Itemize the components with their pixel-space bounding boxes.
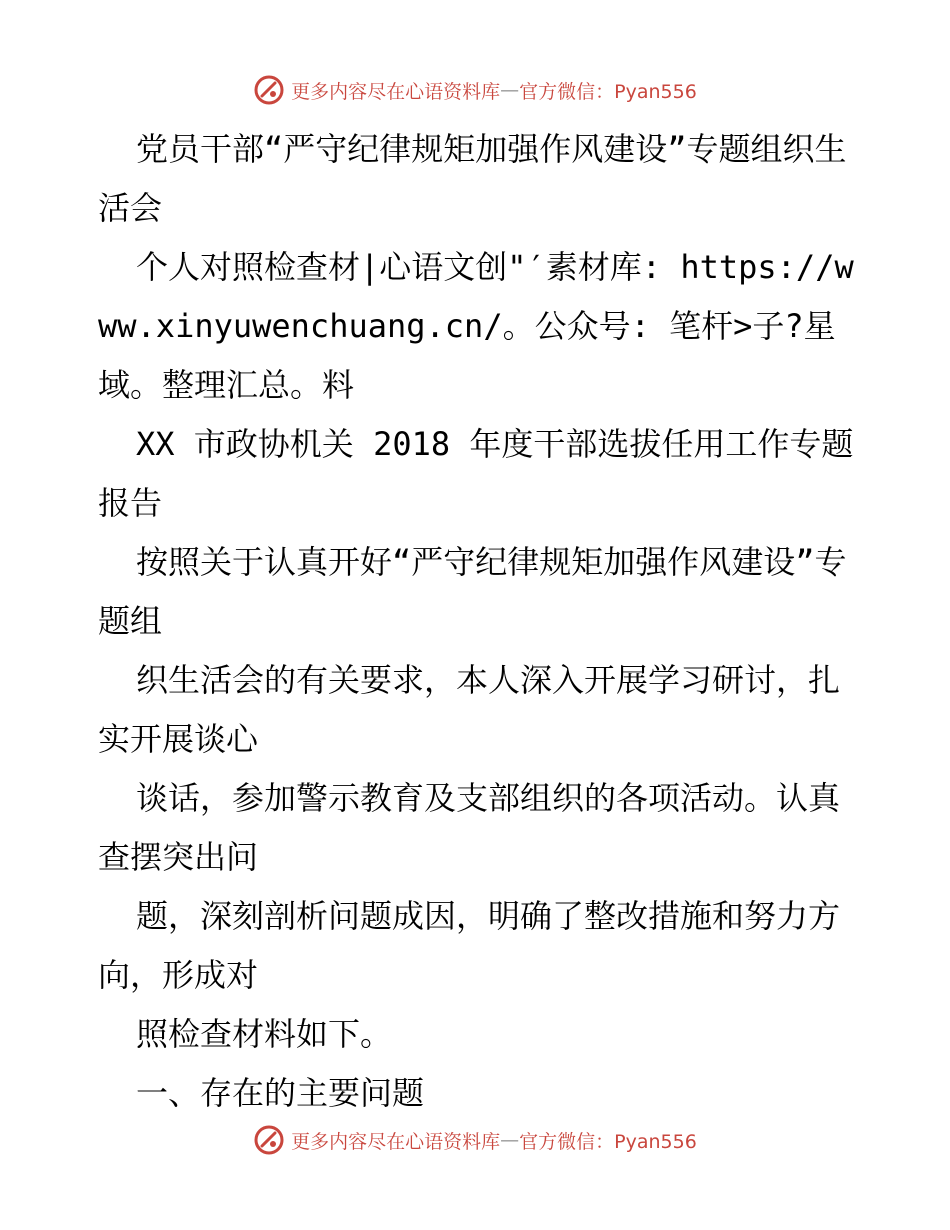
paragraph-body-3: 谈话，参加警示教育及支部组织的各项活动。认真查摆突出问 [98, 779, 841, 876]
watermark-label: 更多内容尽在心语资料库 [291, 1130, 501, 1153]
paragraph-source-note: 个人对照检查材|心语文创"′素材库: https://www.xinyuwenchuang.cn/。公众号: 笔杆>子?星域。整理汇总。料 [98, 248, 854, 404]
logo-icon [253, 1124, 285, 1156]
paragraph-body-5: 照检查材料如下。 [136, 1015, 393, 1053]
watermark-footer [0, 1122, 950, 1158]
watermark-dash: — [500, 1129, 520, 1151]
paragraph-body-2: 织生活会的有关要求，本人深入开展学习研讨，扎实开展谈心 [98, 661, 841, 758]
paragraph-title: 党员干部“严守纪律规矩加强作风建设”专题组织生活会 [98, 130, 847, 227]
paragraph-body-1: 按照关于认真开好“严守纪律规矩加强作风建设”专题组 [98, 543, 847, 640]
watermark-header [0, 72, 950, 108]
logo-icon [253, 74, 285, 106]
watermark-official: 官方微信：Pyan556 [519, 80, 697, 103]
document-body [98, 120, 858, 1123]
paragraph-body-4: 题，深刻剖析问题成因，明确了整改措施和努力方向，形成对 [98, 897, 841, 994]
watermark-official: 官方微信：Pyan556 [519, 1130, 697, 1153]
section-heading: 一、存在的主要问题 [136, 1074, 425, 1112]
watermark-dash: — [500, 79, 520, 101]
watermark-label: 更多内容尽在心语资料库 [291, 80, 501, 103]
paragraph-report-title: XX 市政协机关 2018 年度干部选拔任用工作专题报告 [98, 425, 854, 522]
